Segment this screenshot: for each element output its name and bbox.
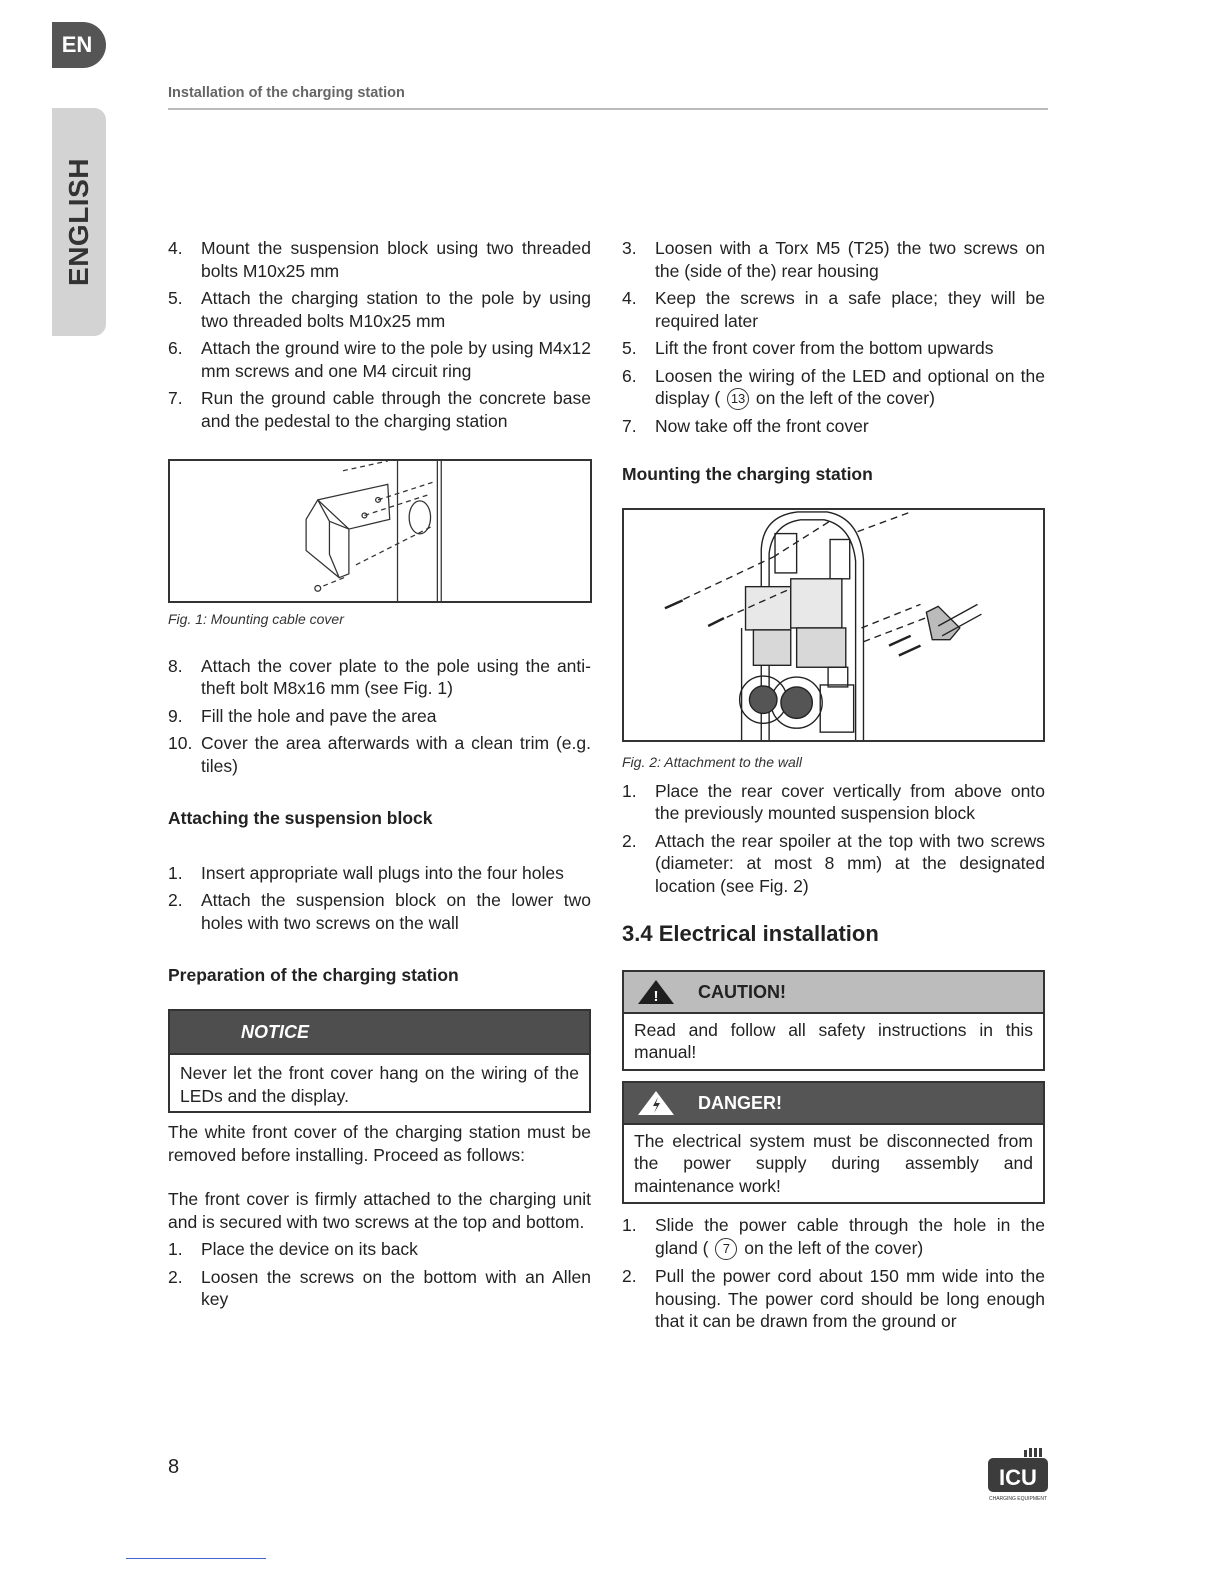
steps-list-electrical: [622, 1214, 1045, 1332]
heading-suspension-block: Attaching the suspension block: [168, 808, 433, 828]
list-item: 2. Attach the rear spoiler at the top with two screws (diameter: at most 8 mm) at the designated location (see Fig. 2): [622, 830, 1045, 896]
language-code: EN: [61, 32, 93, 57]
paragraph-remove-cover: The white front cover of the charging station must be removed before installing. Proceed as follows:: [168, 1122, 591, 1165]
steps-list-3-7: [622, 237, 1045, 438]
cable-cover-drawing: [170, 461, 590, 601]
heading-preparation: Preparation of the charging station: [168, 965, 459, 985]
list-item: 5. Attach the charging station to the pole by using two threaded bolts M10x25 mm: [168, 288, 591, 331]
list-item: 10. Cover the area afterwards with a clean trim (e.g. tiles): [168, 733, 591, 776]
language-label: ENGLISH: [63, 158, 94, 286]
danger-box: [622, 1081, 1045, 1205]
list-item: 4. Mount the suspension block using two threaded bolts M10x25 mm: [168, 238, 591, 281]
figure-2-caption: Fig. 2: Attachment to the wall: [622, 754, 803, 771]
warning-triangle-icon: [636, 979, 676, 1005]
list-item: 2. Loosen the screws on the bottom with an Allen key: [168, 1266, 591, 1309]
footer-link-underline: [126, 1558, 266, 1559]
page-number: 8: [168, 1456, 180, 1478]
list-item: 4. Keep the screws in a safe place; they will be required later: [622, 288, 1045, 331]
danger-title: DANGER!: [698, 1092, 782, 1113]
language-code-tab: [52, 22, 106, 68]
notice-text: Never let the front cover hang on the wiring of the LEDs and the display.: [180, 1063, 579, 1106]
figure-1-cable-cover: [168, 459, 592, 603]
list-item: 1. Place the rear cover vertically from above onto the previously mounted suspension block: [622, 780, 1045, 824]
figure-2-wall-attachment: [622, 508, 1045, 742]
high-voltage-warning-icon: [636, 1090, 676, 1116]
list-item: 7. Now take off the front cover: [622, 416, 869, 437]
list-item: 8. Attach the cover plate to the pole using the anti-theft bolt M8x16 mm (see Fig. 1): [168, 655, 591, 698]
steps-list-cover-removal: [168, 1238, 591, 1311]
running-header: Installation of the charging station: [168, 85, 405, 101]
list-item: 6. Loosen the wiring of the LED and optional on the display ( 13 on the left of the cover): [622, 365, 1045, 411]
list-item: 7. Run the ground cable through the concrete base and the pedestal to the charging station: [168, 388, 591, 431]
notice-box: [168, 1009, 591, 1114]
caution-title: CAUTION!: [698, 981, 786, 1002]
language-side-tab: [52, 108, 106, 336]
header-divider: [168, 108, 1048, 110]
steps-list-suspension: [168, 862, 591, 935]
logo-text: ICU: [999, 1465, 1037, 1490]
caution-header: [624, 972, 1043, 1014]
icu-logo: [986, 1448, 1050, 1502]
list-item: 1. Slide the power cable through the hole in the gland ( 7 on the left of the cover): [622, 1214, 1045, 1260]
list-item: 1. Place the device on its back: [168, 1239, 418, 1259]
list-item: 5. Lift the front cover from the bottom upwards: [622, 338, 994, 358]
list-item: 3. Loosen with a Torx M5 (T25) the two screws on the (side of the) rear housing: [622, 238, 1045, 281]
list-item: 1. Insert appropriate wall plugs into the four holes: [168, 862, 564, 883]
left-column: [168, 237, 591, 1316]
right-column: [622, 237, 1045, 1338]
paragraph-cover-attached: The front cover is firmly attached to the charging unit and is secured with two screws at the top and bottom.: [168, 1189, 591, 1232]
steps-list-mounting: [622, 780, 1045, 898]
danger-header: [624, 1083, 1043, 1125]
figure-1-caption: Fig. 1: Mounting cable cover: [168, 611, 344, 627]
list-item: 2. Pull the power cord about 150 mm wide into the housing. The power cord should be long enough that it can be drawn from the ground or: [622, 1266, 1045, 1332]
caution-text: Read and follow all safety instructions in this manual!: [634, 1019, 1033, 1063]
callout-number: 7: [715, 1238, 737, 1260]
section-title: 3.4 Electrical installation: [622, 921, 879, 947]
heading-mounting: Mounting the charging station: [622, 463, 873, 484]
caution-box: [622, 970, 1045, 1071]
danger-text: The electrical system must be disconnected from the power supply during assembly and maintenance work!: [634, 1130, 1033, 1196]
svg-text:!: !: [653, 987, 659, 1005]
list-item: 6. Attach the ground wire to the pole by using M4x12 mm screws and one M4 circuit ring: [168, 338, 591, 381]
logo-subtitle: CHARGING EQUIPMENT: [988, 1496, 1048, 1502]
steps-list-4-7: [168, 237, 591, 432]
notice-title: NOTICE: [170, 1011, 589, 1056]
list-item: 9. Fill the hole and pave the area: [168, 705, 437, 726]
steps-list-8-10: [168, 655, 591, 778]
charging-station-drawing: [624, 510, 1043, 740]
icu-logo-mark: [986, 1448, 1050, 1502]
list-item: 2. Attach the suspension block on the lower two holes with two screws on the wall: [168, 890, 591, 933]
callout-number: 13: [727, 388, 749, 410]
